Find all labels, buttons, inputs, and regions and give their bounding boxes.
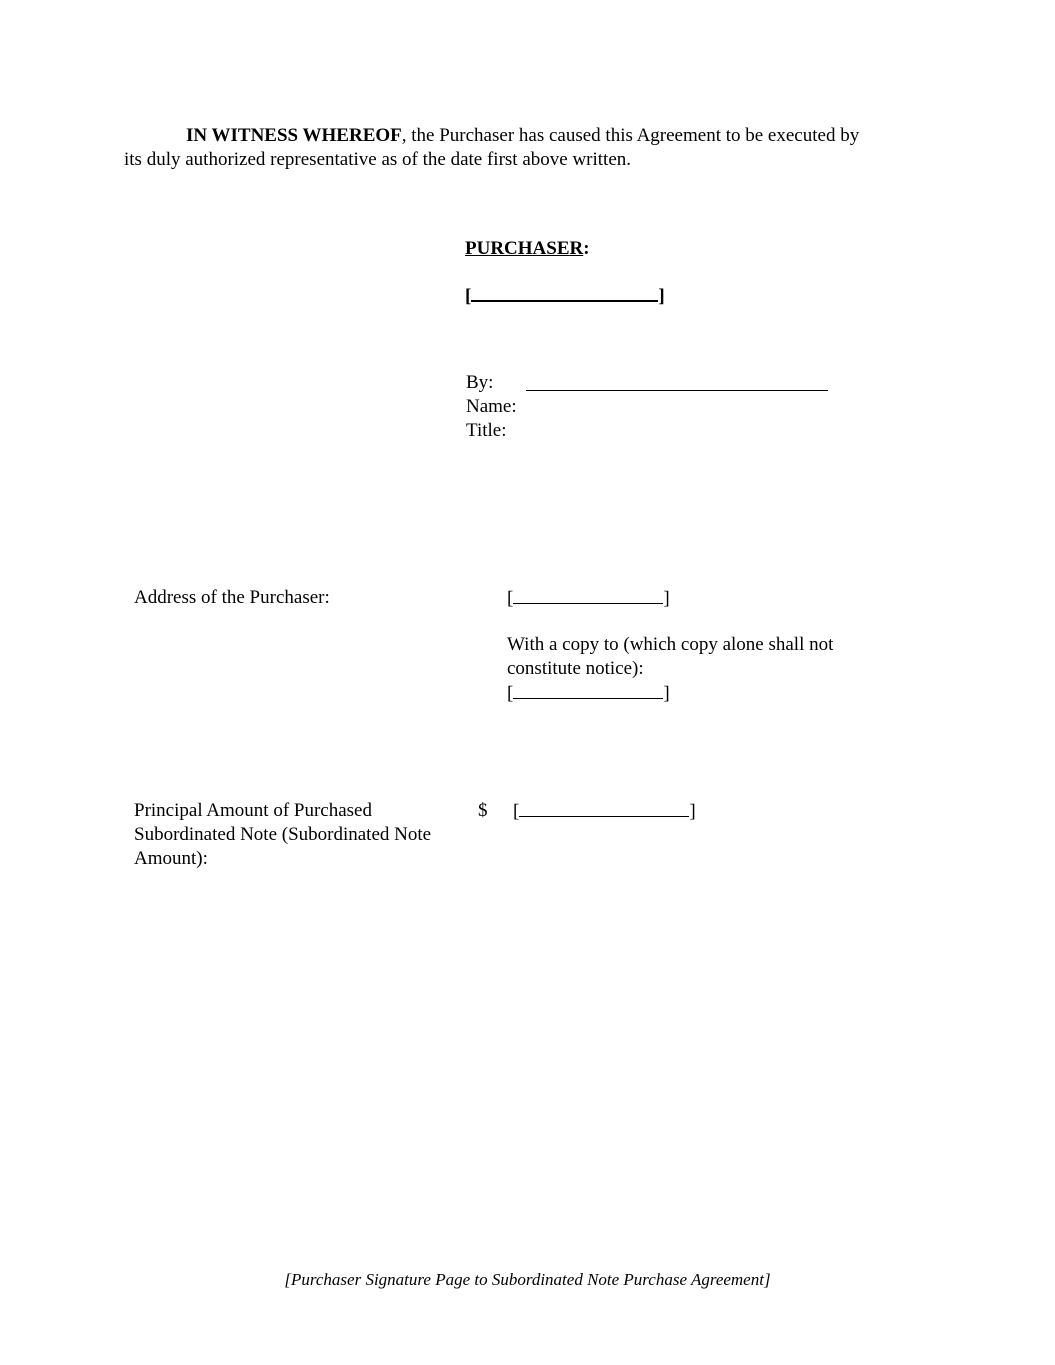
bracket-close: ] xyxy=(663,683,670,704)
bracket-close: ] xyxy=(689,801,696,822)
purchaser-name-blank[interactable] xyxy=(471,283,658,302)
purchaser-heading xyxy=(465,237,590,261)
bracket-close: ] xyxy=(663,588,670,609)
by-label: By: xyxy=(466,372,494,393)
principal-amount-field[interactable] xyxy=(513,799,696,824)
principal-amount-blank[interactable] xyxy=(519,799,689,817)
address-field[interactable] xyxy=(507,586,670,611)
witness-line-2: its duly authorized representative as of the date first above written. xyxy=(124,149,632,170)
bracket-open: [ xyxy=(513,801,520,822)
title-label: Title: xyxy=(466,420,507,441)
bracket-open: [ xyxy=(507,588,514,609)
bracket-close: ] xyxy=(658,286,665,307)
copy-to-blank[interactable] xyxy=(513,681,663,699)
copy-to-line-1: With a copy to (which copy alone shall not xyxy=(507,634,834,655)
purchaser-heading-text: PURCHASER xyxy=(465,238,584,259)
address-blank[interactable] xyxy=(513,586,663,604)
currency-symbol: $ xyxy=(478,800,488,821)
signature-line[interactable] xyxy=(526,372,828,391)
copy-to-line-2: constitute notice): xyxy=(507,658,644,679)
page-footer: [Purchaser Signature Page to Subordinated Note Purchase Agreement] xyxy=(284,1270,771,1289)
witness-line-1 xyxy=(124,124,944,148)
witness-line-1-rest: , the Purchaser has caused this Agreement to be executed by xyxy=(401,125,860,146)
bracket-open: [ xyxy=(465,286,472,307)
purchaser-heading-colon: : xyxy=(583,238,590,259)
principal-label-line-3: Amount): xyxy=(134,848,208,869)
address-label: Address of the Purchaser: xyxy=(134,587,330,608)
principal-label-line-2: Subordinated Note (Subordinated Note xyxy=(134,824,432,845)
principal-label-line-1: Principal Amount of Purchased xyxy=(134,800,372,821)
name-label: Name: xyxy=(466,396,517,417)
purchaser-name-field[interactable] xyxy=(465,283,665,309)
copy-to-field[interactable] xyxy=(507,681,670,706)
witness-paragraph xyxy=(124,124,944,172)
witness-lead: IN WITNESS WHEREOF xyxy=(186,125,402,146)
bracket-open: [ xyxy=(507,683,514,704)
